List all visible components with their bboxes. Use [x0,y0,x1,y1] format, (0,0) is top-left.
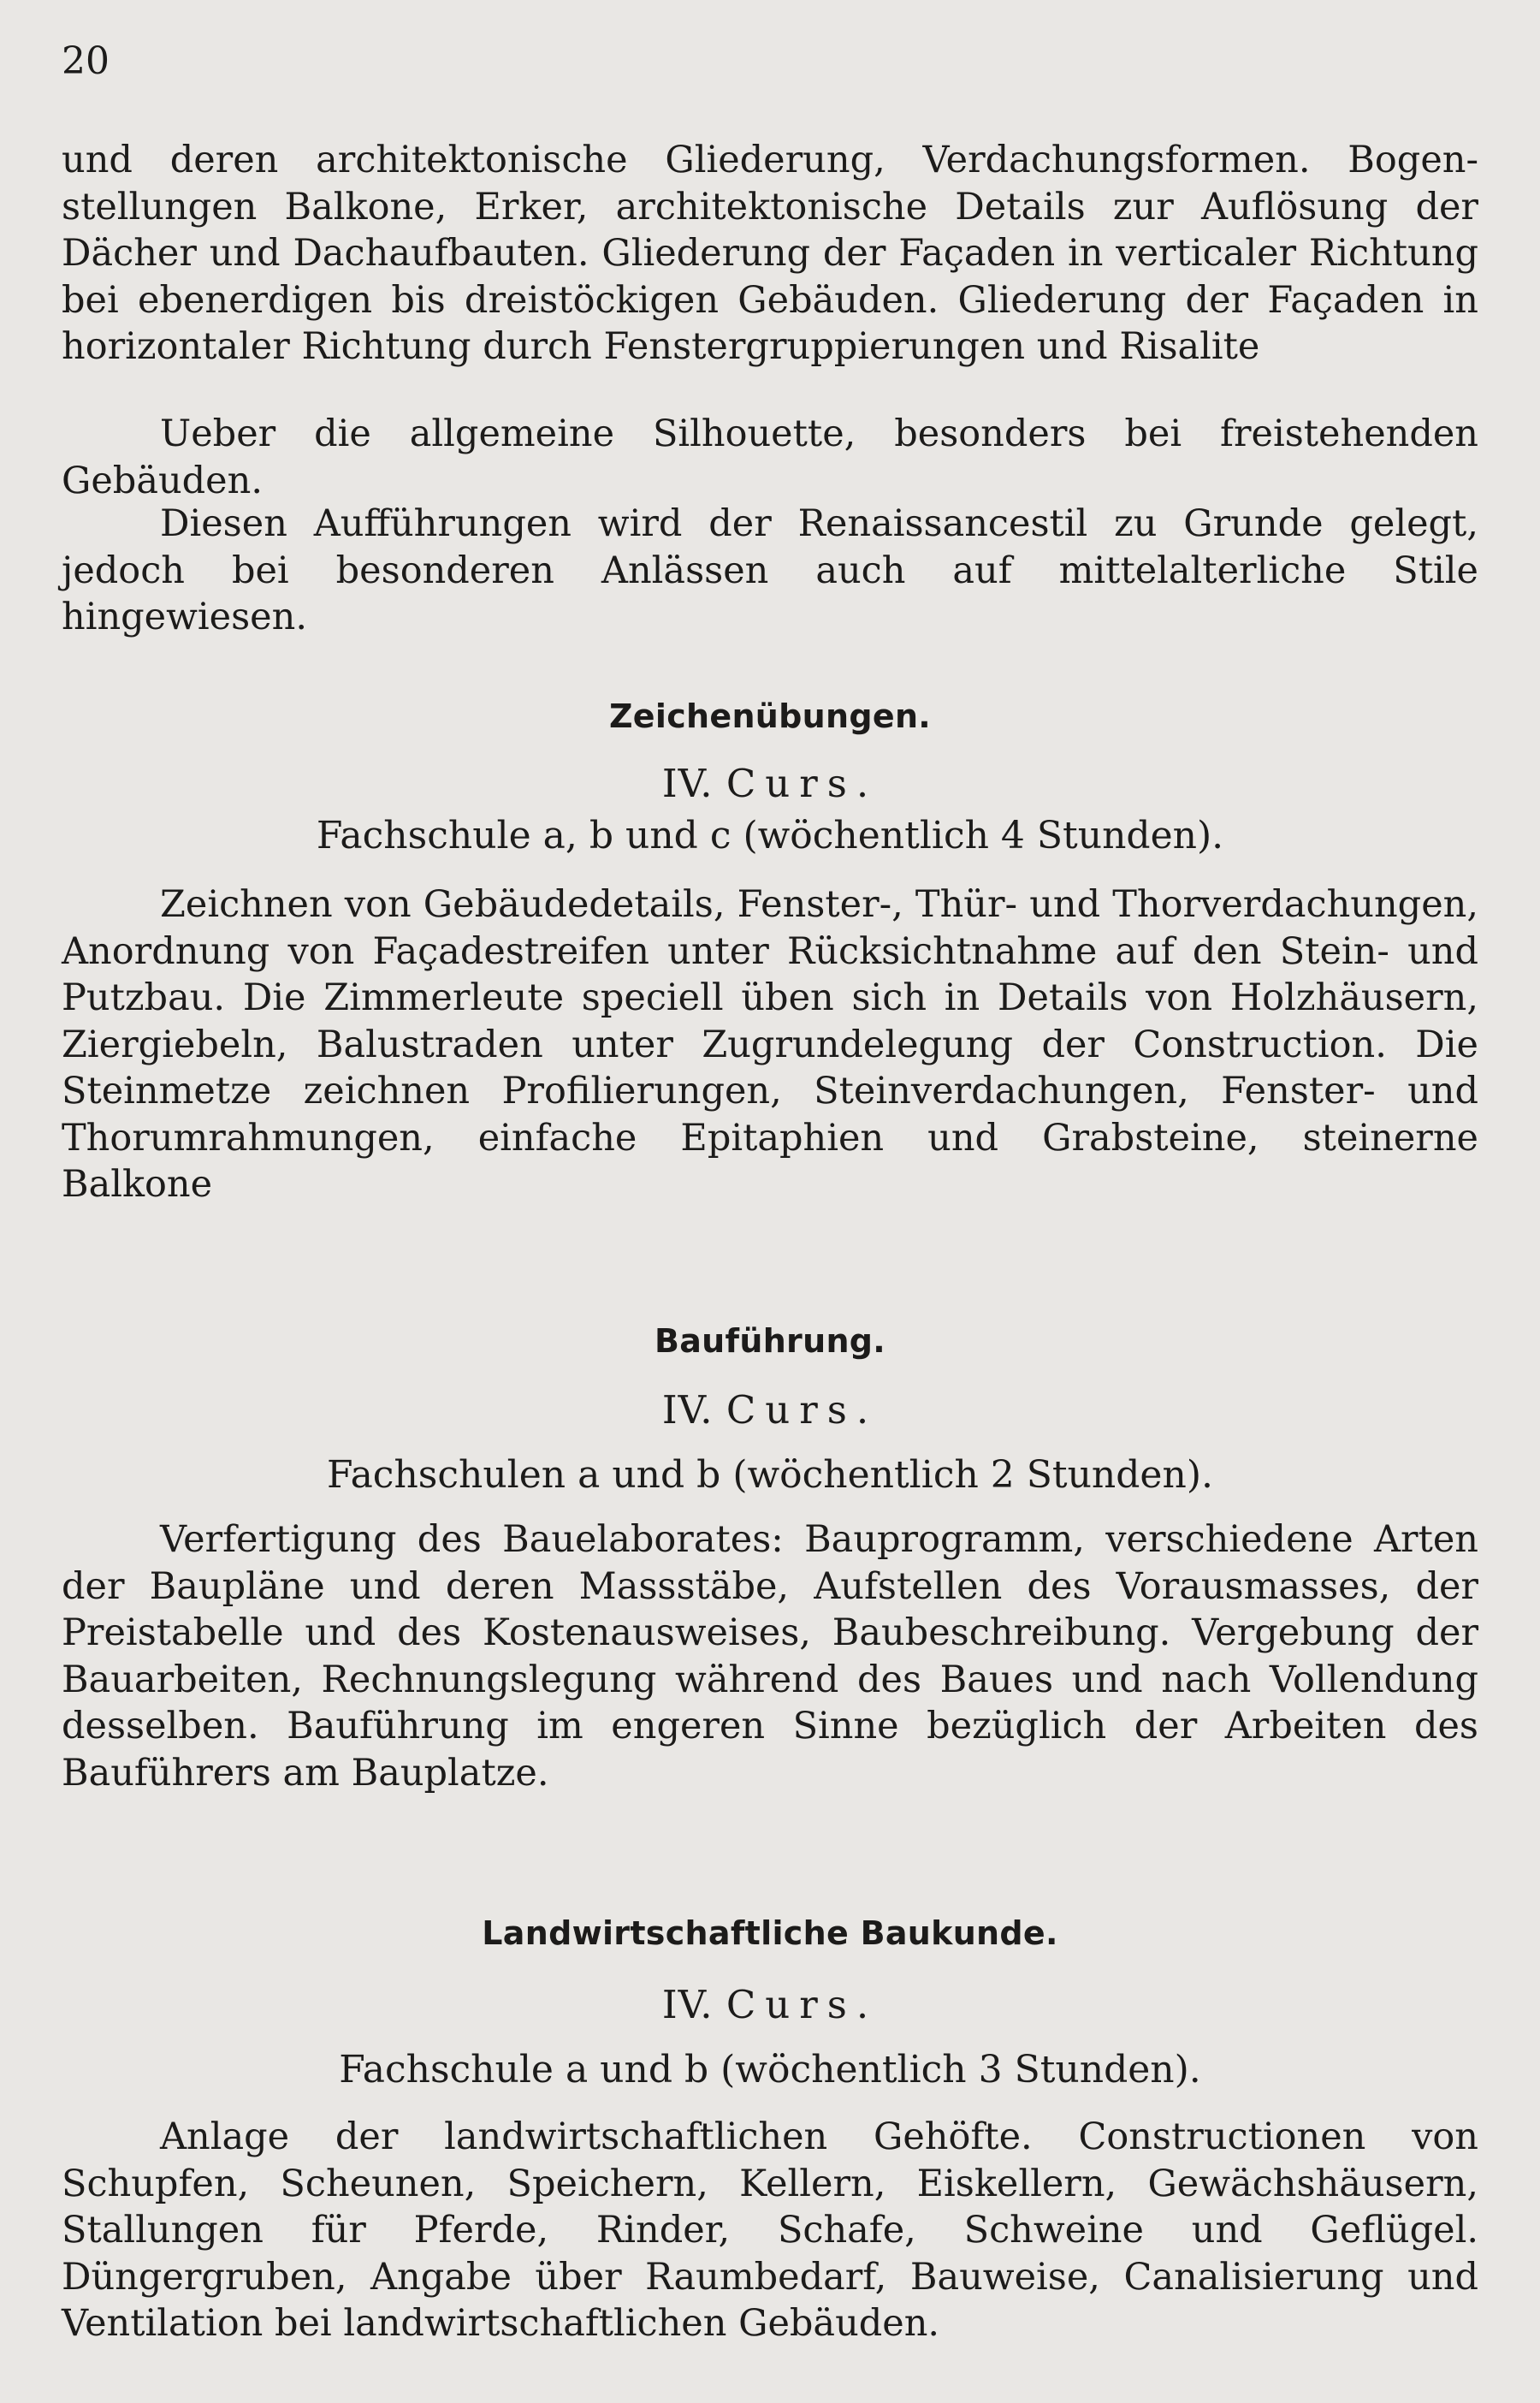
course-number: IV. [661,1387,714,1433]
section-body-landwirtschaftliche-baukunde: Anlage der landwirtschaftlichen Gehöfte. Constructionen von Schupfen, Scheunen, Speichern, Kellern, Eiskellern, Gewächshäusern, Stallungen für Pferde, Rinder, Schafe, Schweine und Geflügel. Düngergruben, Angabe über Raumbedarf, Bauweise, Canalisierung und Ventilation bei landwirtschaftlichen Gebäuden. [62,2115,1478,2345]
intro-paragraph-1: und deren architektonische Gliederung, Verdachungsformen. Bogenstellungen Balkone, Erker, architektonische Details zur Auflösung der Dächer und Dachaufbauten. Gliederung der Façaden in verticaler Richtung bei ebenerdigen bis dreistöckigen Gebäuden. Gliederung der Façaden in horizontaler Richtung durch Fenstergruppierungen und Risalite [62,139,1478,368]
course-number: IV. [661,1982,714,2027]
section-heading-zeichenuebungen: Zeichenübungen. [608,697,932,735]
course-word: Curs. [726,1387,879,1433]
section-schedule-landwirtschaftliche-baukunde: Fachschule a und b (wöchentlich 3 Stunden). [339,2048,1201,2092]
page-number: 20 [62,39,110,83]
section-schedule-baufuehrung: Fachschulen a und b (wöchentlich 2 Stunden). [327,1453,1213,1497]
course-number: IV. [661,761,714,806]
section-body-zeichenuebungen: Zeichnen von Gebäudedetails, Fenster-, Thür- und Thorverdachungen, Anordnung von Façadestreifen unter Rücksichtnahme auf den Stein- und Putzbau. Die Zimmerleute speciell üben sich in Details von Holzhäusern, Ziergiebeln, Balustraden unter Zugrundelegung der Construction. Die Steinmetze zeichnen Profilierungen, Steinverdachungen, Fenster- und Thorumrahmungen, einfache Epitaphien und Grabsteine, steinerne Balkone [62,883,1478,1206]
section-course-landwirtschaftliche-baukunde [0,1982,1540,2027]
course-word: Curs. [726,761,879,806]
section-heading-landwirtschaftliche-baukunde: Landwirtschaftliche Baukunde. [482,1914,1058,1952]
section-course-baufuehrung [0,1387,1540,1433]
intro-paragraph-3: Diesen Aufführungen wird der Renaissancestil zu Grunde gelegt, jedoch bei besonderen Anlässen auch auf mittelalterliche Stile hingewiesen. [62,502,1478,638]
section-course-zeichenuebungen [0,761,1540,806]
section-schedule-zeichenuebungen: Fachschule a, b und c (wöchentlich 4 Stunden). [316,814,1224,857]
section-body-baufuehrung: Verfertigung des Bauelaborates: Bauprogramm, verschiedene Arten der Baupläne und deren Massstäbe, Aufstellen des Vorausmasses, der Preistabelle und des Kostenausweises, Baubeschreibung. Vergebung der Bauarbeiten, Rechnungslegung während des Baues und nach Vollendung desselben. Bauführung im engeren Sinne bezüglich der Arbeiten des Bauführers am Bauplatze. [62,1518,1478,1795]
section-heading-baufuehrung: Bauführung. [654,1322,886,1360]
course-word: Curs. [726,1982,879,2027]
intro-paragraph-2: Ueber die allgemeine Silhouette, besonders bei freistehenden Gebäuden. [62,412,1478,502]
